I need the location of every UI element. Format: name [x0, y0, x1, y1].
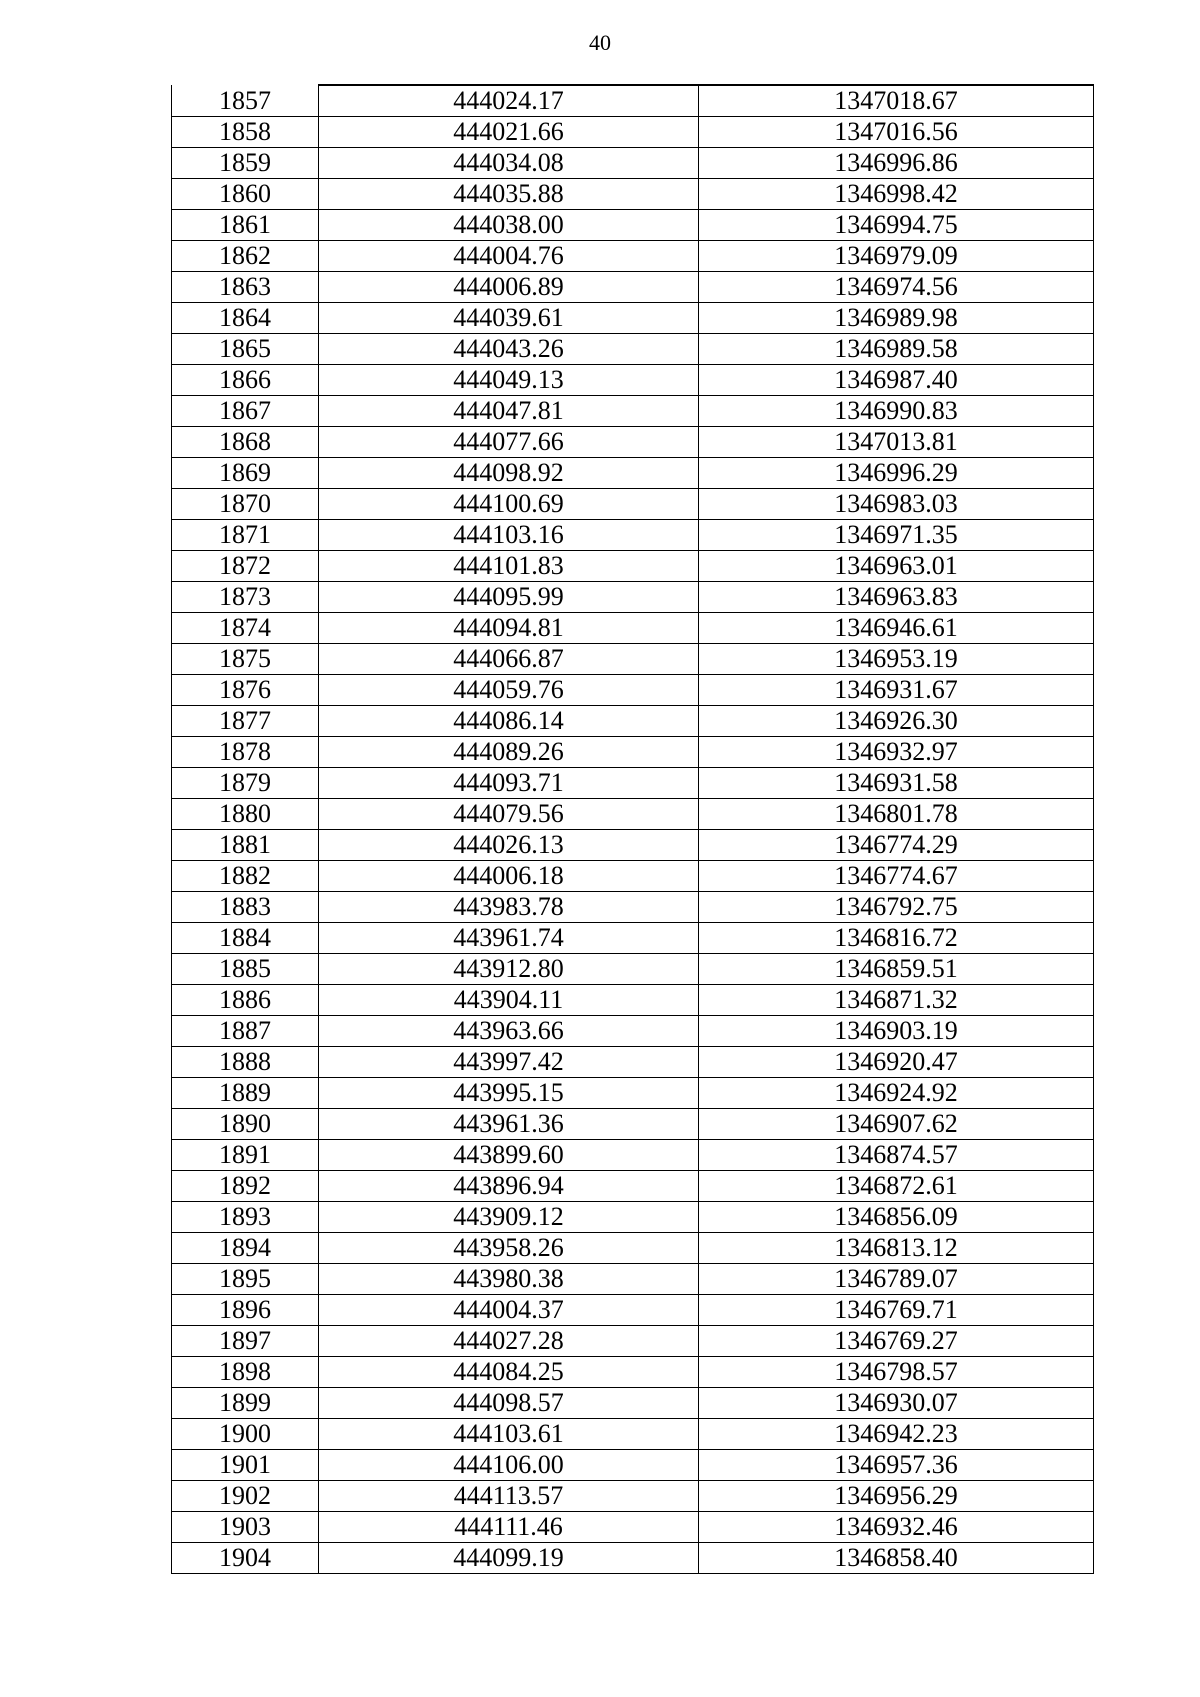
- y-coordinate-cell: 1346963.01: [699, 551, 1094, 582]
- y-coordinate-cell: 1346974.56: [699, 272, 1094, 303]
- x-coordinate-cell: 444049.13: [319, 365, 699, 396]
- y-coordinate-cell: 1346989.58: [699, 334, 1094, 365]
- x-coordinate-cell: 444103.16: [319, 520, 699, 551]
- point-number-cell: 1867: [172, 396, 319, 427]
- x-coordinate-cell: 444100.69: [319, 489, 699, 520]
- y-coordinate-cell: 1346946.61: [699, 613, 1094, 644]
- table-row: [172, 1481, 1094, 1512]
- x-coordinate-cell: 444004.37: [319, 1295, 699, 1326]
- x-coordinate-cell: 444101.83: [319, 551, 699, 582]
- y-coordinate-cell: 1346792.75: [699, 892, 1094, 923]
- table-row: [172, 830, 1094, 861]
- y-coordinate-cell: 1346926.30: [699, 706, 1094, 737]
- y-coordinate-cell: 1346931.58: [699, 768, 1094, 799]
- point-number-cell: 1859: [172, 148, 319, 179]
- table-row: [172, 923, 1094, 954]
- point-number-cell: 1877: [172, 706, 319, 737]
- y-coordinate-cell: 1346774.29: [699, 830, 1094, 861]
- point-number-cell: 1898: [172, 1357, 319, 1388]
- page-number: 40: [589, 30, 611, 55]
- table-row: [172, 148, 1094, 179]
- point-number-cell: 1857: [172, 85, 319, 117]
- point-number-cell: 1858: [172, 117, 319, 148]
- x-coordinate-cell: 443896.94: [319, 1171, 699, 1202]
- x-coordinate-cell: 444089.26: [319, 737, 699, 768]
- x-coordinate-cell: 444098.92: [319, 458, 699, 489]
- point-number-cell: 1861: [172, 210, 319, 241]
- x-coordinate-cell: 443963.66: [319, 1016, 699, 1047]
- x-coordinate-cell: 444079.56: [319, 799, 699, 830]
- point-number-cell: 1866: [172, 365, 319, 396]
- table-row: [172, 241, 1094, 272]
- x-coordinate-cell: 444103.61: [319, 1419, 699, 1450]
- table-row: [172, 303, 1094, 334]
- table-row: [172, 985, 1094, 1016]
- table-row: [172, 1233, 1094, 1264]
- y-coordinate-cell: 1346872.61: [699, 1171, 1094, 1202]
- y-coordinate-cell: 1346769.27: [699, 1326, 1094, 1357]
- point-number-cell: 1884: [172, 923, 319, 954]
- y-coordinate-cell: 1346903.19: [699, 1016, 1094, 1047]
- table-row: [172, 1016, 1094, 1047]
- x-coordinate-cell: 444038.00: [319, 210, 699, 241]
- point-number-cell: 1875: [172, 644, 319, 675]
- table-row: [172, 520, 1094, 551]
- table-row: [172, 1543, 1094, 1574]
- table-row: [172, 861, 1094, 892]
- table-row: [172, 737, 1094, 768]
- y-coordinate-cell: 1346979.09: [699, 241, 1094, 272]
- point-number-cell: 1904: [172, 1543, 319, 1574]
- x-coordinate-cell: 443997.42: [319, 1047, 699, 1078]
- y-coordinate-cell: 1346956.29: [699, 1481, 1094, 1512]
- y-coordinate-cell: 1346856.09: [699, 1202, 1094, 1233]
- x-coordinate-cell: 444113.57: [319, 1481, 699, 1512]
- y-coordinate-cell: 1347018.67: [699, 85, 1094, 117]
- point-number-cell: 1901: [172, 1450, 319, 1481]
- x-coordinate-cell: 444099.19: [319, 1543, 699, 1574]
- table-row: [172, 1295, 1094, 1326]
- point-number-cell: 1897: [172, 1326, 319, 1357]
- table-row: [172, 272, 1094, 303]
- point-number-cell: 1881: [172, 830, 319, 861]
- point-number-cell: 1864: [172, 303, 319, 334]
- table-row: [172, 1109, 1094, 1140]
- table-row: [172, 1202, 1094, 1233]
- table-body: [172, 85, 1094, 1574]
- x-coordinate-cell: 444006.18: [319, 861, 699, 892]
- x-coordinate-cell: 444039.61: [319, 303, 699, 334]
- x-coordinate-cell: 444047.81: [319, 396, 699, 427]
- point-number-cell: 1869: [172, 458, 319, 489]
- y-coordinate-cell: 1346932.97: [699, 737, 1094, 768]
- point-number-cell: 1878: [172, 737, 319, 768]
- y-coordinate-cell: 1346990.83: [699, 396, 1094, 427]
- y-coordinate-cell: 1346924.92: [699, 1078, 1094, 1109]
- x-coordinate-cell: 444059.76: [319, 675, 699, 706]
- y-coordinate-cell: 1346932.46: [699, 1512, 1094, 1543]
- point-number-cell: 1871: [172, 520, 319, 551]
- x-coordinate-cell: 443983.78: [319, 892, 699, 923]
- point-number-cell: 1900: [172, 1419, 319, 1450]
- x-coordinate-cell: 444098.57: [319, 1388, 699, 1419]
- point-number-cell: 1894: [172, 1233, 319, 1264]
- y-coordinate-cell: 1346931.67: [699, 675, 1094, 706]
- y-coordinate-cell: 1346871.32: [699, 985, 1094, 1016]
- table-row: [172, 210, 1094, 241]
- x-coordinate-cell: 443958.26: [319, 1233, 699, 1264]
- point-number-cell: 1870: [172, 489, 319, 520]
- table-row: [172, 954, 1094, 985]
- y-coordinate-cell: 1346987.40: [699, 365, 1094, 396]
- x-coordinate-cell: 444035.88: [319, 179, 699, 210]
- point-number-cell: 1873: [172, 582, 319, 613]
- x-coordinate-cell: 444006.89: [319, 272, 699, 303]
- point-number-cell: 1860: [172, 179, 319, 210]
- point-number-cell: 1890: [172, 1109, 319, 1140]
- point-number-cell: 1874: [172, 613, 319, 644]
- point-number-cell: 1879: [172, 768, 319, 799]
- y-coordinate-cell: 1346816.72: [699, 923, 1094, 954]
- point-number-cell: 1888: [172, 1047, 319, 1078]
- table-row: [172, 1450, 1094, 1481]
- point-number-cell: 1876: [172, 675, 319, 706]
- table-row: [172, 1047, 1094, 1078]
- y-coordinate-cell: 1346930.07: [699, 1388, 1094, 1419]
- x-coordinate-cell: 444106.00: [319, 1450, 699, 1481]
- point-number-cell: 1872: [172, 551, 319, 582]
- y-coordinate-cell: 1346874.57: [699, 1140, 1094, 1171]
- table-row: [172, 706, 1094, 737]
- point-number-cell: 1895: [172, 1264, 319, 1295]
- y-coordinate-cell: 1346769.71: [699, 1295, 1094, 1326]
- table-row: [172, 117, 1094, 148]
- x-coordinate-cell: 443995.15: [319, 1078, 699, 1109]
- table-row: [172, 334, 1094, 365]
- point-number-cell: 1863: [172, 272, 319, 303]
- x-coordinate-cell: 444021.66: [319, 117, 699, 148]
- y-coordinate-cell: 1346859.51: [699, 954, 1094, 985]
- point-number-cell: 1893: [172, 1202, 319, 1233]
- x-coordinate-cell: 444077.66: [319, 427, 699, 458]
- table-row: [172, 179, 1094, 210]
- y-coordinate-cell: 1346998.42: [699, 179, 1094, 210]
- y-coordinate-cell: 1346798.57: [699, 1357, 1094, 1388]
- y-coordinate-cell: 1346907.62: [699, 1109, 1094, 1140]
- y-coordinate-cell: 1346789.07: [699, 1264, 1094, 1295]
- table-row: [172, 489, 1094, 520]
- point-number-cell: 1885: [172, 954, 319, 985]
- table-row: [172, 1357, 1094, 1388]
- x-coordinate-cell: 444026.13: [319, 830, 699, 861]
- point-number-cell: 1902: [172, 1481, 319, 1512]
- point-number-cell: 1862: [172, 241, 319, 272]
- point-number-cell: 1882: [172, 861, 319, 892]
- table-row: [172, 1512, 1094, 1543]
- table-row: [172, 1078, 1094, 1109]
- point-number-cell: 1896: [172, 1295, 319, 1326]
- table-row: [172, 582, 1094, 613]
- table-row: [172, 768, 1094, 799]
- y-coordinate-cell: 1347013.81: [699, 427, 1094, 458]
- y-coordinate-cell: 1346963.83: [699, 582, 1094, 613]
- y-coordinate-cell: 1347016.56: [699, 117, 1094, 148]
- table-row: [172, 458, 1094, 489]
- point-number-cell: 1891: [172, 1140, 319, 1171]
- x-coordinate-cell: 444111.46: [319, 1512, 699, 1543]
- x-coordinate-cell: 444086.14: [319, 706, 699, 737]
- x-coordinate-cell: 444043.26: [319, 334, 699, 365]
- y-coordinate-cell: 1346813.12: [699, 1233, 1094, 1264]
- table-row: [172, 799, 1094, 830]
- x-coordinate-cell: 443980.38: [319, 1264, 699, 1295]
- x-coordinate-cell: 444095.99: [319, 582, 699, 613]
- point-number-cell: 1899: [172, 1388, 319, 1419]
- x-coordinate-cell: 443904.11: [319, 985, 699, 1016]
- y-coordinate-cell: 1346996.29: [699, 458, 1094, 489]
- point-number-cell: 1880: [172, 799, 319, 830]
- x-coordinate-cell: 444094.81: [319, 613, 699, 644]
- x-coordinate-cell: 444024.17: [319, 85, 699, 117]
- point-number-cell: 1868: [172, 427, 319, 458]
- x-coordinate-cell: 443961.36: [319, 1109, 699, 1140]
- x-coordinate-cell: 444066.87: [319, 644, 699, 675]
- y-coordinate-cell: 1346774.67: [699, 861, 1094, 892]
- x-coordinate-cell: 444034.08: [319, 148, 699, 179]
- x-coordinate-cell: 443961.74: [319, 923, 699, 954]
- table-row: [172, 1264, 1094, 1295]
- x-coordinate-cell: 443899.60: [319, 1140, 699, 1171]
- table-row: [172, 1140, 1094, 1171]
- y-coordinate-cell: 1346996.86: [699, 148, 1094, 179]
- y-coordinate-cell: 1346994.75: [699, 210, 1094, 241]
- table-row: [172, 551, 1094, 582]
- x-coordinate-cell: 443912.80: [319, 954, 699, 985]
- table-row: [172, 892, 1094, 923]
- y-coordinate-cell: 1346989.98: [699, 303, 1094, 334]
- coordinates-table: [171, 84, 1094, 1574]
- point-number-cell: 1886: [172, 985, 319, 1016]
- y-coordinate-cell: 1346983.03: [699, 489, 1094, 520]
- table-row: [172, 613, 1094, 644]
- point-number-cell: 1887: [172, 1016, 319, 1047]
- y-coordinate-cell: 1346801.78: [699, 799, 1094, 830]
- table-row: [172, 85, 1094, 117]
- point-number-cell: 1883: [172, 892, 319, 923]
- point-number-cell: 1903: [172, 1512, 319, 1543]
- x-coordinate-cell: 444093.71: [319, 768, 699, 799]
- table-row: [172, 1171, 1094, 1202]
- table-row: [172, 675, 1094, 706]
- table-row: [172, 1388, 1094, 1419]
- y-coordinate-cell: 1346971.35: [699, 520, 1094, 551]
- table-row: [172, 396, 1094, 427]
- x-coordinate-cell: 444004.76: [319, 241, 699, 272]
- table-row: [172, 644, 1094, 675]
- x-coordinate-cell: 444084.25: [319, 1357, 699, 1388]
- y-coordinate-cell: 1346953.19: [699, 644, 1094, 675]
- table-row: [172, 1326, 1094, 1357]
- table-row: [172, 365, 1094, 396]
- point-number-cell: 1892: [172, 1171, 319, 1202]
- point-number-cell: 1889: [172, 1078, 319, 1109]
- table-row: [172, 1419, 1094, 1450]
- x-coordinate-cell: 443909.12: [319, 1202, 699, 1233]
- y-coordinate-cell: 1346920.47: [699, 1047, 1094, 1078]
- point-number-cell: 1865: [172, 334, 319, 365]
- y-coordinate-cell: 1346858.40: [699, 1543, 1094, 1574]
- x-coordinate-cell: 444027.28: [319, 1326, 699, 1357]
- y-coordinate-cell: 1346942.23: [699, 1419, 1094, 1450]
- table-row: [172, 427, 1094, 458]
- y-coordinate-cell: 1346957.36: [699, 1450, 1094, 1481]
